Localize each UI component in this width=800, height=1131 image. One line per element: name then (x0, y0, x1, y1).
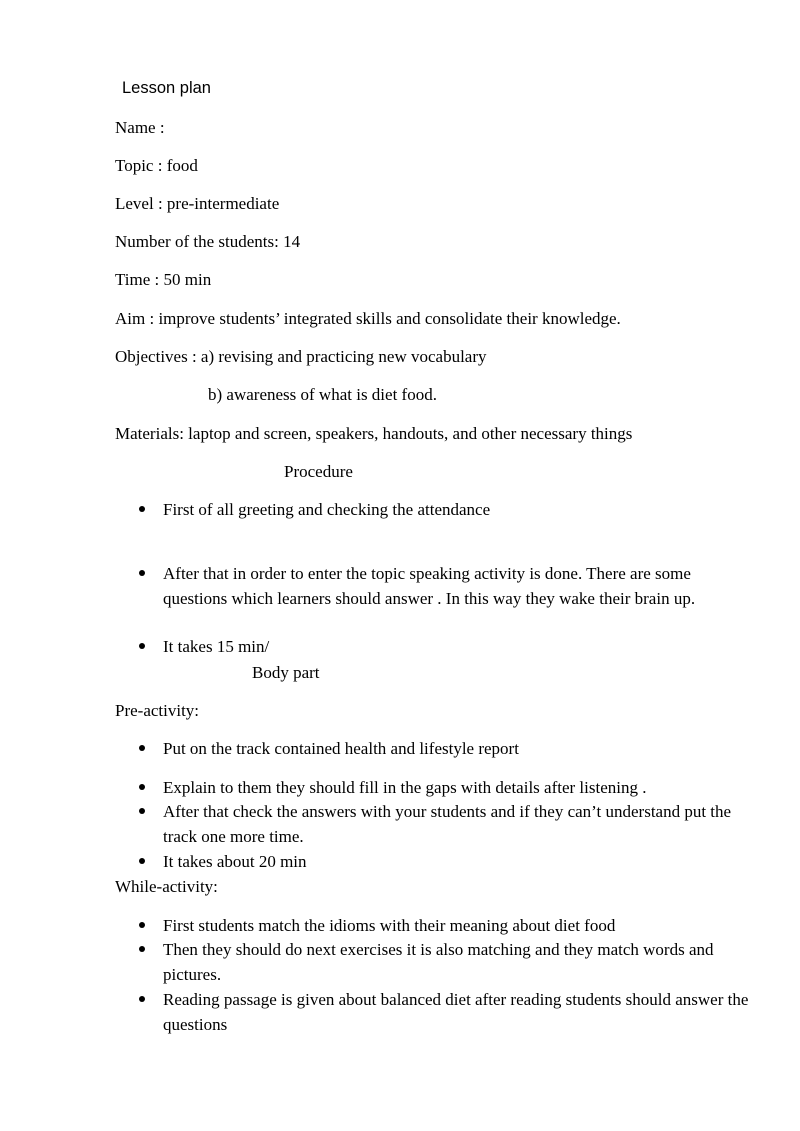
objectives-line-a: Objectives : a) revising and practicing new vocabulary (115, 347, 487, 366)
list-item (163, 737, 753, 762)
procedure-heading: Procedure (284, 462, 353, 481)
list-item (163, 938, 753, 987)
list-item (163, 562, 753, 611)
list-item-text: First students match the idioms with their meaning about diet food (163, 916, 616, 935)
bullet-icon (139, 570, 145, 576)
while-activity-heading: While-activity: (115, 877, 218, 896)
bullet-icon (139, 858, 145, 864)
bullet-icon (139, 745, 145, 751)
document-title: Lesson plan (122, 79, 211, 97)
bullet-icon (139, 784, 145, 790)
list-item-text: After that check the answers with your students and if they can’t understand put the track one more time. (163, 802, 732, 846)
body-heading: Body part (252, 663, 320, 682)
topic-line: Topic : food (115, 156, 198, 175)
materials-line: Materials: laptop and screen, speakers, handouts, and other necessary things (115, 424, 633, 443)
list-item (163, 776, 753, 801)
time-line: Time : 50 min (115, 270, 212, 289)
aim-line: Aim : improve students’ integrated skills and consolidate their knowledge. (115, 309, 621, 328)
bullet-icon (139, 808, 145, 814)
students-line: Number of the students: 14 (115, 232, 301, 251)
list-item (163, 850, 753, 875)
list-item-text: First of all greeting and checking the attendance (163, 500, 491, 519)
list-item-text: It takes about 20 min (163, 852, 307, 871)
name-line: Name : (115, 118, 165, 137)
list-item-text: After that in order to enter the topic speaking activity is done. There are some questions which learners should answer . In this way they wake their brain up. (163, 564, 696, 608)
list-item-text: Then they should do next exercises it is also matching and they match words and pictures. (163, 940, 714, 984)
list-item (163, 800, 753, 849)
bullet-icon (139, 922, 145, 928)
objectives-line-b: b) awareness of what is diet food. (208, 385, 437, 404)
list-item-text: Reading passage is given about balanced diet after reading students should answer the questions (163, 990, 749, 1034)
list-item-text: It takes 15 min/ (163, 637, 270, 656)
list-item (163, 498, 753, 523)
list-item (163, 988, 753, 1037)
pre-activity-heading: Pre-activity: (115, 701, 200, 720)
bullet-icon (139, 946, 145, 952)
list-item (163, 914, 753, 939)
bullet-icon (139, 996, 145, 1002)
list-item-text: Explain to them they should fill in the gaps with details after listening . (163, 778, 647, 797)
list-item (163, 635, 753, 660)
bullet-icon (139, 643, 145, 649)
list-item-text: Put on the track contained health and lifestyle report (163, 739, 519, 758)
bullet-icon (139, 506, 145, 512)
level-line: Level : pre-intermediate (115, 194, 280, 213)
